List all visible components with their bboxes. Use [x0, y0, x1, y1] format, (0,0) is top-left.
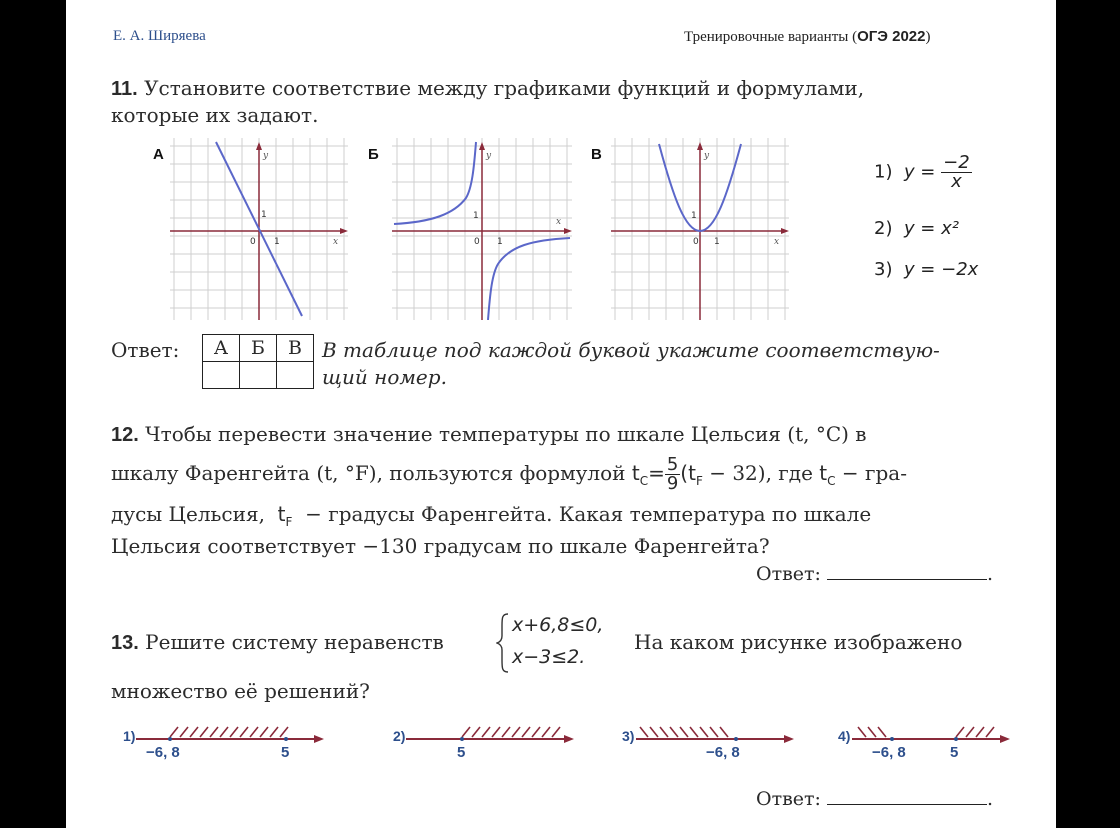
system-brace — [496, 612, 510, 674]
graph-v-letter: В — [591, 146, 602, 163]
answer-cell-v[interactable] — [277, 362, 314, 389]
q13-answer: Ответ: . — [756, 788, 994, 810]
option-4-tick-b: 5 — [950, 744, 959, 761]
q13-number: 13. — [111, 632, 139, 654]
option-4-tick-a: −6, 8 — [872, 744, 906, 761]
option-2-tick: 5 — [457, 744, 466, 761]
formula-2: 2) y = x² — [874, 218, 959, 239]
option-1-label: 1) — [123, 728, 136, 744]
graph-v-one-x: 1 — [714, 237, 720, 247]
author: Е. А. Ширяева — [113, 28, 206, 44]
option-3-tick: −6, 8 — [706, 744, 740, 761]
q11-instruction-line1: В таблице под каждой буквой укажите соответствую- — [322, 338, 940, 362]
q12-line2: шкалу Фаренгейта (t, °F), пользуются формулой $t_C=$ $\frac{5}{9}$ $(t_F - 32)$, где $t_C - гра-$ — [111, 454, 907, 494]
graph-b-x-label: x — [556, 217, 562, 227]
q13-line1b: На каком рисунке изображено — [634, 630, 963, 654]
q12-line3: дусы Цельсия, $t_F$ − градусы Фаренгейта. Какая температура по шкале — [111, 502, 872, 529]
graph-b-zero: 0 — [474, 237, 480, 247]
document-page — [66, 0, 1056, 828]
graph-a-letter: А — [153, 146, 164, 163]
q12-line4: Цельсия соответствует −130 градусам по шкале Фаренгейта? — [111, 534, 770, 558]
option-4-number-line[interactable] — [852, 722, 1012, 746]
option-1-tick-a: −6, 8 — [146, 744, 180, 761]
graph-v-x-label: x — [774, 237, 780, 247]
graph-b-one-y: 1 — [473, 211, 479, 221]
option-4-label: 4) — [838, 728, 851, 744]
option-2-label: 2) — [393, 728, 406, 744]
q13-line2: множество её решений? — [111, 679, 370, 703]
q11-instruction-line2: щий номер. — [322, 365, 447, 389]
graph-a-one-y: 1 — [261, 210, 267, 220]
q12-answer: Ответ: . — [756, 563, 994, 585]
q11-answer-table — [202, 334, 314, 389]
graph-b-y-label: y — [486, 151, 492, 161]
graph-b-branch-left — [394, 142, 476, 224]
graph-v-zero: 0 — [693, 237, 699, 247]
graph-v-one-y: 1 — [691, 211, 697, 221]
graph-a — [170, 138, 348, 320]
graph-a-one-x: 1 — [274, 237, 280, 247]
graph-b-one-x: 1 — [497, 237, 503, 247]
option-3-number-line[interactable] — [636, 722, 796, 746]
answer-cell-b[interactable] — [240, 362, 277, 389]
graph-a-x-label: x — [333, 237, 339, 247]
answer-header-v: В — [277, 335, 314, 362]
q11-number: 11. — [111, 78, 138, 100]
q12-answer-field[interactable] — [827, 561, 987, 580]
inequality-1: x+6,8≤0, — [512, 614, 604, 636]
graph-b — [392, 138, 572, 320]
option-2-number-line[interactable] — [406, 722, 576, 746]
q11-answer-label: Ответ: — [111, 338, 180, 362]
formula-1: 1) y = $\frac{-2}{x}$ — [874, 152, 970, 192]
q13-answer-field[interactable] — [827, 786, 987, 805]
option-3-label: 3) — [622, 728, 635, 744]
graph-a-y-label: y — [263, 151, 269, 161]
q12-line1: 12. Чтобы перевести значение температуры по шкале Цельсия (t, °C) в — [111, 422, 867, 446]
q12-number: 12. — [111, 424, 139, 446]
option-1-tick-b: 5 — [281, 744, 290, 761]
answer-header-b: Б — [240, 335, 277, 362]
graph-v — [611, 138, 789, 320]
q13-line1a: 13. Решите систему неравенств — [111, 630, 444, 654]
graph-v-y-label: y — [704, 151, 710, 161]
q11-line2: которые их задают. — [111, 103, 319, 127]
answer-cell-a[interactable] — [203, 362, 240, 389]
option-1-number-line[interactable] — [136, 722, 326, 746]
inequality-2: x−3≤2. — [512, 646, 586, 668]
q11-line1: 11. Установите соответствие между графиками функций и формулами, — [111, 76, 865, 100]
graph-b-letter: Б — [368, 146, 379, 163]
formula-3: 3) y = −2x — [874, 259, 979, 280]
answer-header-a: А — [203, 335, 240, 362]
series-title: Тренировочные варианты (ОГЭ 2022) — [684, 28, 931, 45]
graph-a-zero: 0 — [250, 237, 256, 247]
